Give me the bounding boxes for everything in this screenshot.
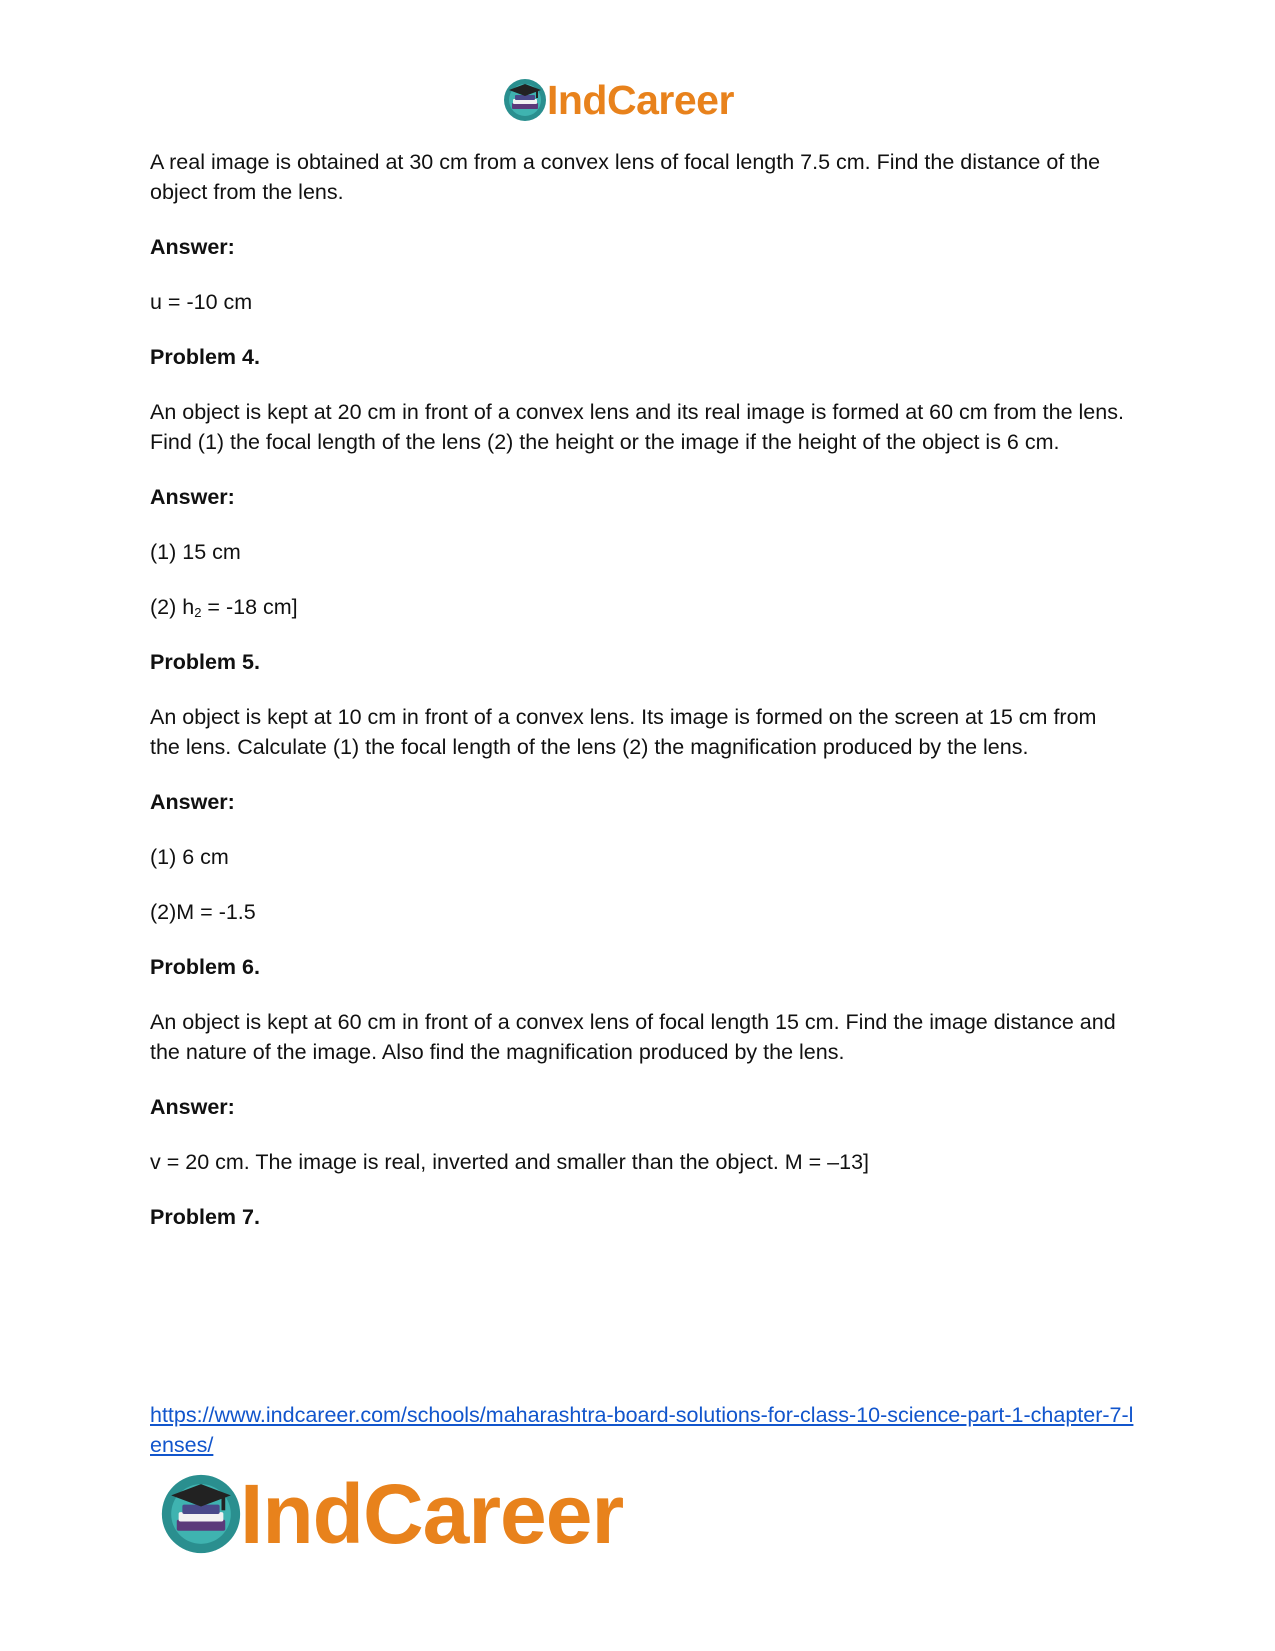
header-logo — [503, 78, 734, 122]
document-body — [150, 147, 1130, 1257]
answer-text: (1) 6 cm — [150, 845, 229, 869]
question-text: An object is kept at 60 cm in front of a convex lens of focal length 15 cm. Find the image distance and the nature of the image. Also find the magnification produced by the lens. — [150, 1010, 1116, 1064]
question-text: An object is kept at 20 cm in front of a convex lens and its real image is formed at 60 cm from the lens. Find (1) the focal length of the lens (2) the height or the image if the height of the object is 6 cm. — [150, 400, 1124, 454]
answer-text — [150, 592, 1130, 622]
answer-label: Answer: — [150, 235, 235, 259]
answer-text: u = -10 cm — [150, 290, 253, 314]
problem-heading: Problem 4. — [150, 345, 260, 369]
answer-label: Answer: — [150, 1095, 235, 1119]
answer-label: Answer: — [150, 485, 235, 509]
answer-text: (2)M = -1.5 — [150, 900, 256, 924]
answer-suffix: = -18 cm] — [201, 595, 298, 619]
graduation-cap-icon — [503, 78, 547, 122]
graduation-cap-icon — [160, 1473, 242, 1555]
brand-name: IndCareer — [547, 76, 734, 123]
subscript: 2 — [194, 605, 202, 620]
answer-label: Answer: — [150, 790, 235, 814]
footer-logo — [160, 1467, 624, 1561]
question-text: An object is kept at 10 cm in front of a convex lens. Its image is formed on the screen at 15 cm from the lens. Calculate (1) the focal length of the lens (2) the magnification produced by the lens. — [150, 705, 1097, 759]
question-text: A real image is obtained at 30 cm from a convex lens of focal length 7.5 cm. Find the distance of the object from the lens. — [150, 150, 1101, 204]
problem-heading: Problem 5. — [150, 650, 260, 674]
brand-name: IndCareer — [240, 1467, 624, 1561]
problem-heading: Problem 6. — [150, 955, 260, 979]
source-link[interactable]: https://www.indcareer.com/schools/maharashtra-board-solutions-for-class-10-science-part-1-chapter-7-lenses/ — [150, 1403, 1134, 1457]
answer-text: (1) 15 cm — [150, 540, 241, 564]
answer-text: v = 20 cm. The image is real, inverted and smaller than the object. M = –13] — [150, 1150, 870, 1174]
problem-heading: Problem 7. — [150, 1205, 260, 1229]
answer-prefix: (2) h — [150, 595, 195, 619]
